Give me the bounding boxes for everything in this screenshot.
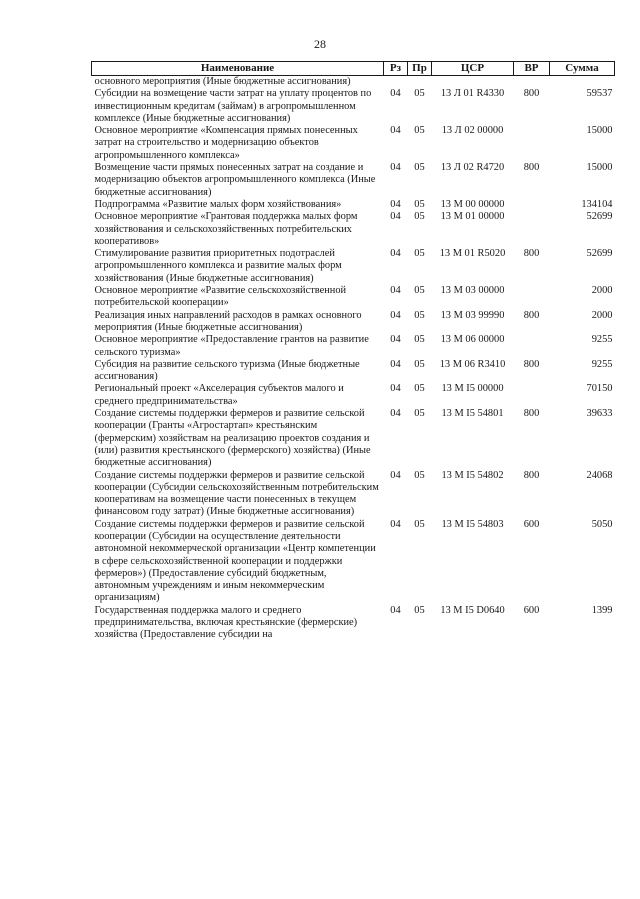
table-row [92,334,615,359]
page-number: 28 [314,37,326,51]
row-sum: 59537 [586,88,613,100]
row-rz: 04 [390,198,401,210]
row-vr: 800 [523,358,540,370]
table-row [92,199,615,211]
row-csr: 13 М 06 00000 [440,334,505,346]
row-vr: 600 [523,518,540,530]
row-name: Основное мероприятие «Предоставление грантов на развитие сельского туризма» [94,334,369,358]
row-sum: 24068 [586,469,613,481]
row-vr [514,285,550,310]
row-vr [514,211,550,248]
row-pr: 05 [414,125,425,137]
row-sum: 9255 [591,358,613,370]
header-rz: Рз [384,62,408,76]
row-sum [550,76,615,89]
row-sum: 1399 [591,604,613,616]
row-pr: 05 [414,88,425,100]
row-name: Региональный проект «Акселерация субъектов малого и среднего предпринимательства» [94,383,344,407]
row-csr: 13 М 01 R5020 [439,248,506,260]
row-pr: 05 [414,309,425,321]
table-row [92,88,615,125]
table-row [92,248,615,285]
row-pr: 05 [414,285,425,297]
row-rz: 04 [390,162,401,174]
row-csr: 13 М 01 00000 [440,211,505,223]
row-rz: 04 [390,334,401,346]
row-vr [514,199,550,211]
row-rz: 04 [390,408,401,420]
row-sum: 70150 [586,383,613,395]
table-body [92,76,615,642]
row-rz: 04 [390,211,401,223]
table-row [92,211,615,248]
row-pr: 05 [414,469,425,481]
row-rz: 04 [390,518,401,530]
row-csr: 13 Л 02 00000 [441,125,504,137]
row-csr: 13 М I5 00000 [441,383,504,395]
row-sum: 9255 [591,334,613,346]
row-rz: 04 [390,604,401,616]
header-csr: ЦСР [432,62,514,76]
row-name: Стимулирование развития приоритетных подотраслей агропромышленного комплекса и развитие малых форм хозяйствования (Иные бюджетные ассигнования) [94,248,342,284]
row-sum: 2000 [591,309,613,321]
row-vr [514,125,550,162]
row-vr: 800 [523,248,540,260]
row-vr: 600 [523,604,540,616]
row-csr: 13 М I5 54801 [441,408,504,420]
table-row [92,359,615,384]
row-pr: 05 [414,358,425,370]
row-rz: 04 [390,358,401,370]
row-pr [408,76,432,89]
table-row [92,470,615,519]
row-pr: 05 [414,211,425,223]
row-vr: 800 [523,309,540,321]
row-pr: 05 [414,408,425,420]
row-vr: 800 [523,88,540,100]
row-name: Возмещение части прямых понесенных затрат на создание и модернизацию объектов агропромышленного комплекса (Иные бюджетные ассигнования) [94,162,376,198]
row-csr [432,76,514,89]
row-pr: 05 [414,383,425,395]
row-vr: 800 [523,162,540,174]
row-name: Основное мероприятие «Развитие сельскохозяйственной потребительской кооперации» [94,285,347,309]
budget-table [91,61,615,642]
table-row [92,125,615,162]
table-row [92,162,615,199]
row-name: Государственная поддержка малого и среднего предпринимательства, включая крестьянские (фермерские) хозяйства (Предоставление субсидии на [94,604,358,641]
row-pr: 05 [414,198,425,210]
row-pr: 05 [414,518,425,530]
row-name: Основное мероприятие «Грантовая поддержка малых форм хозяйствования и сельскохозяйственных потребительских кооперативов» [94,211,358,247]
row-csr: 13 Л 02 R4720 [440,162,505,174]
row-csr: 13 М 00 00000 [440,198,505,210]
table-row [92,519,615,605]
row-name: Реализация иных направлений расходов в рамках основного мероприятия (Иные бюджетные ассигнования) [94,309,362,333]
row-csr: 13 М I5 54803 [441,518,504,530]
table-row [92,383,615,408]
row-pr: 05 [414,334,425,346]
row-csr: 13 М I5 D0640 [440,604,505,616]
row-csr: 13 М 03 00000 [440,285,505,297]
row-vr [514,334,550,359]
row-rz: 04 [390,285,401,297]
row-csr: 13 М 06 R3410 [439,358,506,370]
row-name: Субсидии на возмещение части затрат на уплату процентов по инвестиционным кредитам (займам) в агропромышленном комплексе (Иные бюджетные ассигнования) [94,88,372,124]
row-name: Субсидия на развитие сельского туризма (Иные бюджетные ассигнования) [94,358,360,383]
row-sum: 15000 [586,162,613,174]
row-name: Создание системы поддержки фермеров и развитие сельской кооперации (Субсидии сельскохозяйственным потребительским кооперативам на возмещение части понесенных в текущем финансовом году затрат) (Иные бюджетные ассигнования) [94,469,379,518]
row-vr: 800 [523,408,540,420]
row-name: Основное мероприятие «Компенсация прямых понесенных затрат на строительство и модернизацию объектов агропромышленного комплекса» [94,125,358,161]
row-pr: 05 [414,162,425,174]
table-row [92,76,615,89]
table-header [92,62,615,76]
row-rz: 04 [390,88,401,100]
row-sum: 52699 [586,211,613,223]
header-name: Наименование [92,62,384,76]
row-name: основного мероприятия (Иные бюджетные ассигнования) [94,76,351,87]
row-name: Подпрограмма «Развитие малых форм хозяйствования» [94,198,342,210]
row-rz: 04 [390,383,401,395]
row-sum: 52699 [586,248,613,260]
row-sum: 39633 [586,408,613,420]
table-row [92,310,615,335]
row-vr [514,383,550,408]
row-name: Создание системы поддержки фермеров и развитие сельской кооперации (Гранты «Агростартап» крестьянским (фермерским) хозяйствам на реализацию проектов создания и (или) развития крестьянского (фермерского) хозяйства) (Иные бюджетные ассигнования) [94,408,371,469]
row-rz: 04 [390,309,401,321]
row-rz: 04 [390,125,401,137]
header-sum: Сумма [550,62,615,76]
row-vr: 800 [523,469,540,481]
row-csr: 13 М 03 99990 [440,309,505,321]
row-rz: 04 [390,469,401,481]
table-row [92,408,615,469]
header-pr: Пр [408,62,432,76]
row-pr: 05 [414,604,425,616]
row-sum: 15000 [586,125,613,137]
row-vr [514,76,550,89]
row-pr: 05 [414,248,425,260]
row-sum: 5050 [591,518,613,530]
row-rz [384,76,408,89]
table-row [92,605,615,642]
header-vr: ВР [514,62,550,76]
row-sum: 134104 [581,198,613,210]
row-name: Создание системы поддержки фермеров и развитие сельской кооперации (Субсидии на осуществление деятельности автономной некоммерческой организации «Центр компетенции в сфере сельскохозяйственной кооперации и поддержки фермеров») (Предоставление субсидий бюджетным, автономным учреждениям и иным некоммерческим организациям) [94,518,376,604]
row-csr: 13 М I5 54802 [441,469,504,481]
row-rz: 04 [390,248,401,260]
table-row [92,285,615,310]
row-csr: 13 Л 01 R4330 [440,88,505,100]
row-sum: 2000 [591,285,613,297]
